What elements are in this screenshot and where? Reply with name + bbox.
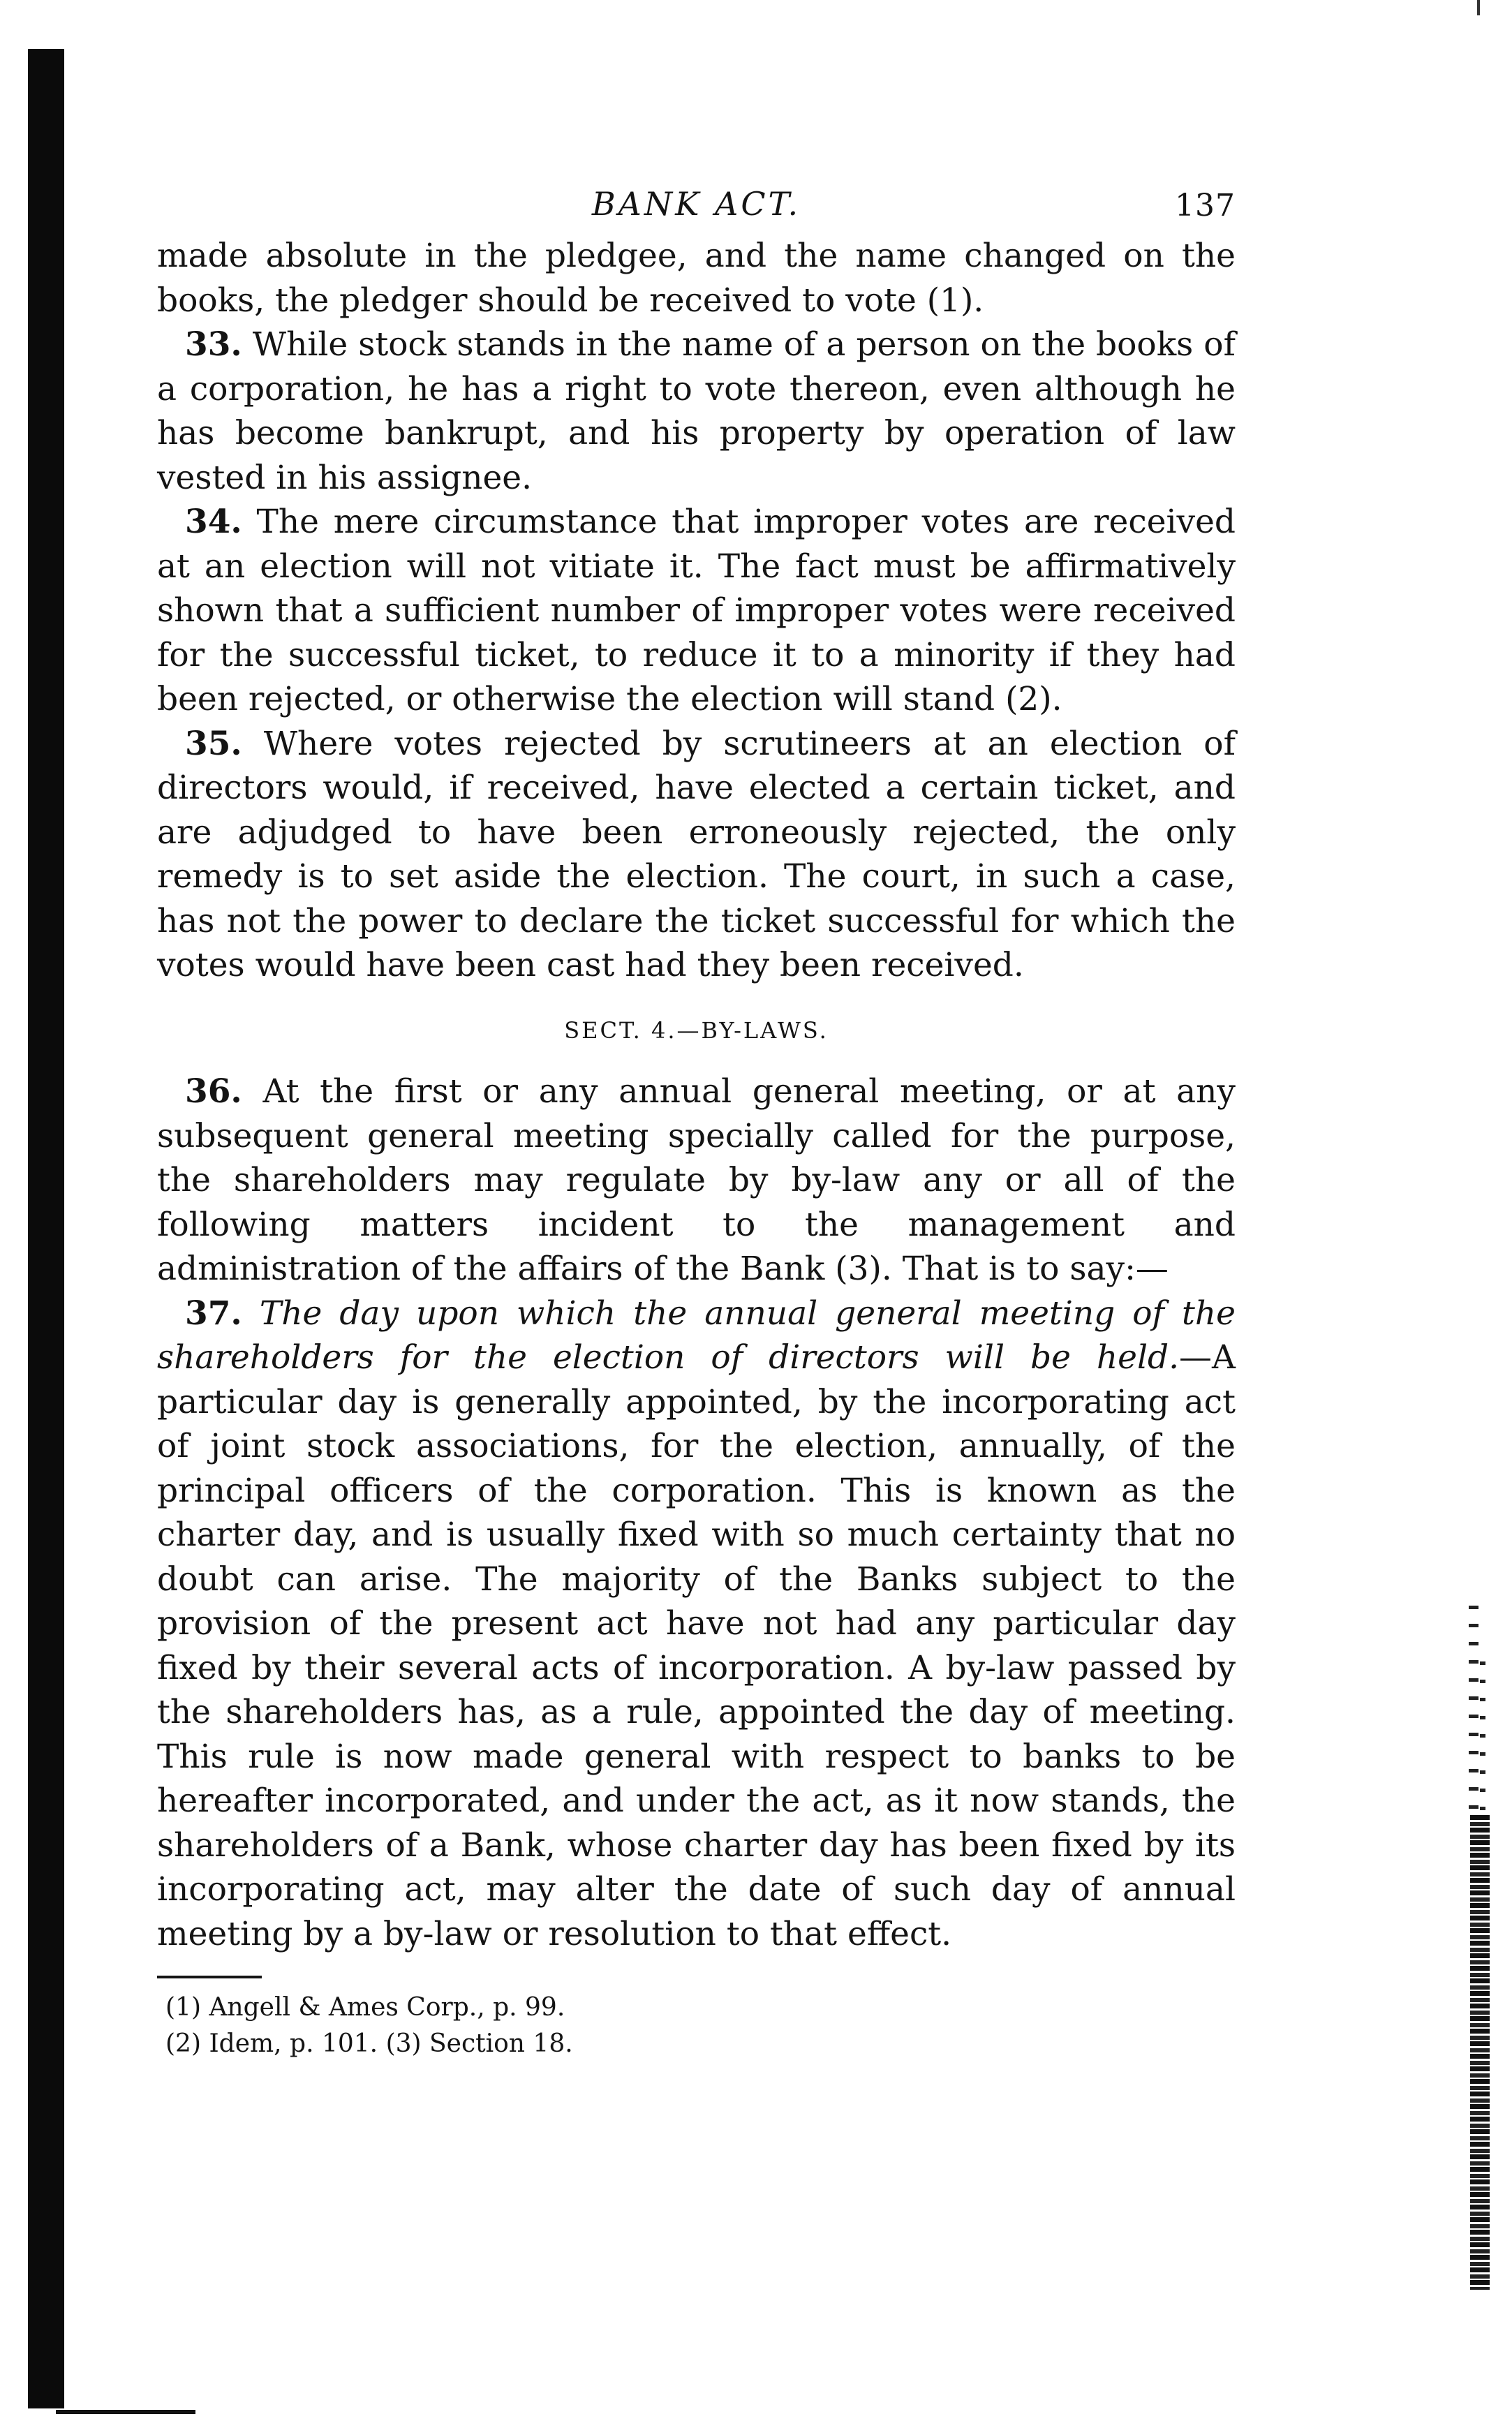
binding-shadow-foot xyxy=(56,2410,195,2414)
footnote-3: (3) Section 18. xyxy=(385,2029,573,2058)
paragraph-number: 37. xyxy=(185,1294,242,1333)
book-page xyxy=(157,178,1236,2062)
section-heading: SECT. 4.—BY-LAWS. xyxy=(564,1016,829,1044)
scan-speckle xyxy=(1480,1661,1485,1815)
footnotes xyxy=(157,1990,1236,2062)
paragraph-36 xyxy=(157,1069,1236,1291)
scan-speckle xyxy=(1469,1606,1478,1815)
binding-shadow xyxy=(28,49,64,2408)
paragraph-text: While stock stands in the name of a person on the books of a corporation, he has a right to vote thereon, even although he has become bankrupt, and his property by operation of law vested in his assignee. xyxy=(157,325,1236,497)
paragraph-33 xyxy=(157,323,1236,500)
footnote-2: (2) Idem, p. 101. xyxy=(165,2029,378,2058)
paragraph-text: —A particular day is generally appointed, by the incorporating act of joint stock associations, for the election, annually, of the principal officers of the corporation. This is known as the charter day, and is usually fixed with so much certainty that no doubt can arise. The majority of the Banks subject to the provision of the present act have not had any particular day fixed by their several acts of incorporation. A by-law passed by the shareholders has, as a rule, appointed the day of meeting. This rule is now made general with respect to banks to be hereafter incorporated, and under the act, as it now stands, the shareholders of a Bank, whose charter day has been fixed by its incorporating act, may alter the date of such day of annual meeting by a by-law or resolution to that effect. xyxy=(157,1338,1236,1953)
paragraph-number: 35. xyxy=(185,724,242,763)
paragraph-text: The mere circumstance that improper votes are received at an election will not vitiate it. The fact must be affirmatively shown that a sufficient number of improper votes were received for the successful ticket, to reduce it to a minority if they had been rejected, or otherwise the election will stand (2). xyxy=(157,503,1236,718)
paragraph-number: 36. xyxy=(185,1072,242,1111)
footnote-2-3 xyxy=(157,2026,1236,2062)
footnote-rule xyxy=(157,1976,262,1978)
paragraph-34 xyxy=(157,500,1236,722)
scan-edge-strip xyxy=(1470,1815,1490,2290)
page-header xyxy=(157,178,1236,234)
paragraph-continued: made absolute in the pledgee, and the name changed on the books, the pledger should be received to vote (1). xyxy=(157,237,1236,320)
paragraph-35 xyxy=(157,722,1236,988)
body-text xyxy=(157,234,1236,1956)
paragraph-text: Where votes rejected by scrutineers at an election of directors would, if received, have elected a certain ticket, and are adjudged to have been erroneously rejected, the only remedy is to set aside the election. The court, in such a case, has not the power to declare the ticket successful for which the votes would have been cast had they been received. xyxy=(157,724,1236,984)
paragraph-number: 34. xyxy=(185,503,242,541)
scan-mark xyxy=(1477,0,1480,15)
paragraph-title: The day upon which the annual general meeting of the shareholders for the election of directors will be held. xyxy=(157,1294,1236,1377)
paragraph-number: 33. xyxy=(185,325,242,364)
footnote-1: (1) Angell & Ames Corp., p. 99. xyxy=(165,1993,565,2022)
page-number: 137 xyxy=(1175,188,1236,223)
paragraph-text: At the first or any annual general meeting, or at any subsequent general meeting specially called for the purpose, the shareholders may regulate by by-law any or all of the following matters incident to the management and administration of the affairs of the Bank (3). That is to say:— xyxy=(157,1072,1236,1288)
running-head: BANK ACT. xyxy=(591,185,801,223)
paragraph-37 xyxy=(157,1291,1236,1957)
